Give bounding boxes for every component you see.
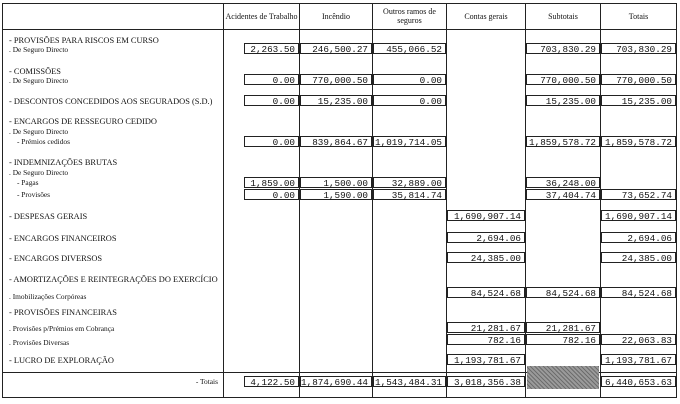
cell-value: 703,830.29	[601, 43, 676, 54]
cell-value: 1,859.00	[244, 177, 299, 188]
row-label: - DESPESAS GERAIS	[9, 212, 88, 221]
cell-value: 84,524.68	[601, 287, 676, 298]
header-subtotais: Subtotais	[548, 11, 578, 21]
row-label: - DESCONTOS CONCEDIDOS AOS SEGURADOS (S.D.)	[9, 97, 213, 106]
cell-value: 1,874,690.44	[300, 376, 372, 387]
header-acidentes: Acidentes de Trabalho	[225, 11, 298, 21]
cell-value: 15,235.00	[300, 95, 372, 106]
row-sublabel: . De Seguro Directo	[9, 76, 69, 85]
grid-line	[2, 3, 3, 398]
cell-value: 15,235.00	[601, 95, 676, 106]
grid-line	[2, 29, 676, 30]
row-label: - ENCARGOS DIVERSOS	[9, 254, 103, 263]
cell-value: 32,889.00	[373, 177, 446, 188]
row-label: - COMISSÕES	[9, 67, 61, 76]
shaded-cell	[527, 366, 599, 389]
row-label: - LUCRO DE EXPLORAÇÃO	[9, 356, 114, 365]
grid-line	[2, 397, 676, 398]
cell-value: 6,440,653.63	[601, 376, 676, 387]
row-sublabel: . Provisões p/Prémios em Cobrança	[9, 324, 115, 333]
cell-value: 2,694.06	[601, 232, 676, 243]
row-sublabel: . Imobilizações Corpóreas	[9, 292, 87, 301]
cell-value: 1,543,484.31	[373, 376, 446, 387]
header-totais: Totais	[628, 11, 649, 21]
cell-value: 15,235.00	[526, 95, 600, 106]
cell-value: 37,404.74	[526, 189, 600, 200]
cell-value: 1,690,907.14	[447, 210, 525, 221]
grid-line	[372, 3, 373, 398]
grid-line	[223, 3, 224, 398]
cell-value: 0.00	[244, 74, 299, 85]
cell-value: 782.16	[447, 334, 525, 345]
cell-value: 0.00	[244, 189, 299, 200]
cell-value: 0.00	[373, 74, 446, 85]
header-incendio: Incêndio	[322, 11, 350, 21]
cell-value: 1,859,578.72	[526, 136, 600, 147]
cell-value: 35,814.74	[373, 189, 446, 200]
cell-value: 36,248.00	[526, 177, 600, 188]
cell-value: 2,263.50	[244, 43, 299, 54]
cell-value: 1,690,907.14	[601, 210, 676, 221]
cell-value: 1,193,781.67	[447, 354, 525, 365]
totals-label: - Totais	[195, 377, 218, 386]
row-sublabel: . De Seguro Directo	[9, 168, 69, 177]
row-sublabel: - Provisões	[17, 190, 51, 199]
cell-value: 4,122.50	[244, 376, 299, 387]
cell-value: 770,000.50	[526, 74, 600, 85]
cell-value: 21,281.67	[447, 322, 525, 333]
row-label: - INDEMNIZAÇÕES BRUTAS	[9, 158, 118, 167]
cell-value: 84,524.68	[526, 287, 600, 298]
grid-line	[299, 3, 300, 398]
cell-value: 0.00	[244, 136, 299, 147]
row-sublabel: - Prémios cedidos	[17, 137, 70, 146]
row-label: - AMORTIZAÇÕES E REINTEGRAÇÕES DO EXERCÍCIO	[9, 275, 218, 284]
cell-value: 703,830.29	[526, 43, 600, 54]
cell-value: 1,859,578.72	[601, 136, 676, 147]
cell-value: 246,500.27	[300, 43, 372, 54]
cell-value: 1,019,714.05	[373, 136, 446, 147]
row-sublabel: - Pagas	[17, 178, 39, 187]
cell-value: 770,000.50	[300, 74, 372, 85]
cell-value: 73,652.74	[601, 189, 676, 200]
row-label: - PROVISÕES FINANCEIRAS	[9, 308, 117, 317]
cell-value: 84,524.68	[447, 287, 525, 298]
cell-value: 1,193,781.67	[601, 354, 676, 365]
header-contas-gerais: Contas gerais	[464, 11, 508, 21]
cell-value: 782.16	[526, 334, 600, 345]
cell-value: 24,385.00	[447, 252, 525, 263]
cell-value: 1,500.00	[300, 177, 372, 188]
cell-value: 455,066.52	[373, 43, 446, 54]
row-label: - ENCARGOS DE RESSEGURO CEDIDO	[9, 117, 157, 126]
row-label: - ENCARGOS FINANCEIROS	[9, 234, 117, 243]
row-sublabel: . De Seguro Directo	[9, 127, 69, 136]
header-outros-ramos: Outros ramos de seguros	[383, 7, 436, 25]
cell-value: 21,281.67	[526, 322, 600, 333]
row-label: - PROVISÕES PARA RISCOS EM CURSO	[9, 36, 159, 45]
cell-value: 770,000.50	[601, 74, 676, 85]
cell-value: 24,385.00	[601, 252, 676, 263]
grid-line	[676, 3, 677, 398]
cell-value: 3,018,356.38	[447, 376, 525, 387]
row-sublabel: . Provisões Diversas	[9, 338, 70, 347]
cell-value: 2,694.06	[447, 232, 525, 243]
cell-value: 0.00	[373, 95, 446, 106]
cell-value: 22,063.83	[601, 334, 676, 345]
cell-value: 0.00	[244, 95, 299, 106]
cell-value: 1,590.00	[300, 189, 372, 200]
cell-value: 839,864.67	[300, 136, 372, 147]
row-sublabel: . De Seguro Directo	[9, 45, 69, 54]
